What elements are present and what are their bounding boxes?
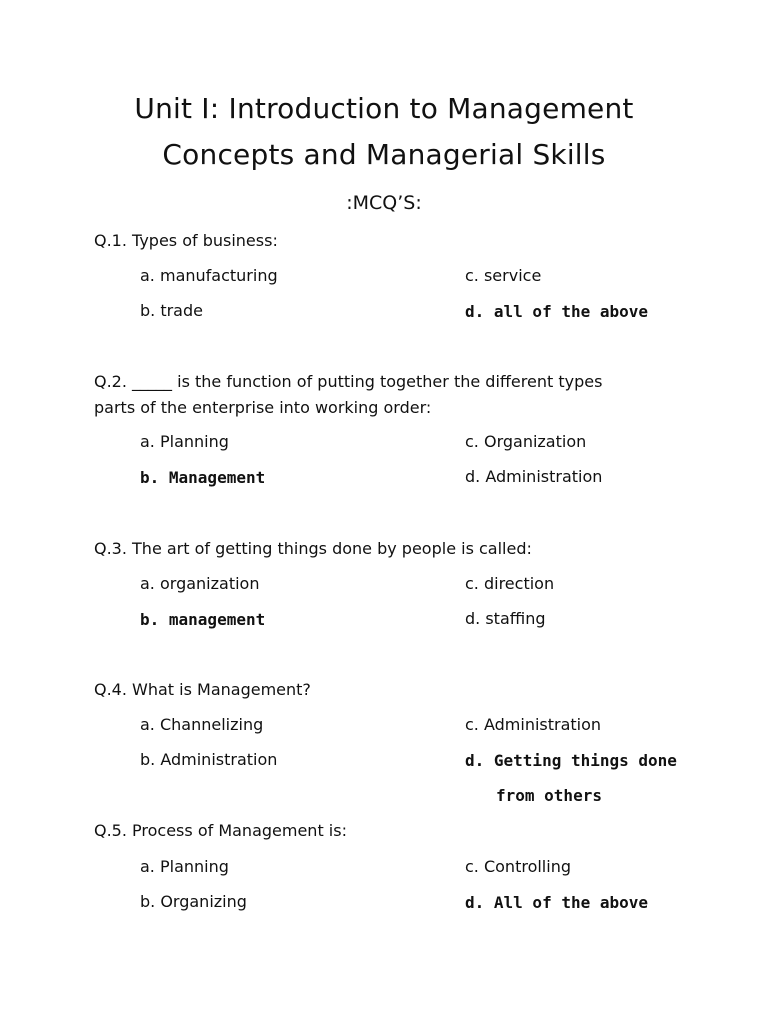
question-5-option-d-answer: d. All of the above [465,893,649,912]
question-3-option-a: a. organization [140,574,260,593]
question-4-option-b: b. Administration [140,750,278,769]
question-4-option-a: a. Channelizing [140,715,264,734]
question-2-text-line-1: Q.2. _____ is the function of putting together the different types [94,372,603,391]
question-4-text: Q.4. What is Management? [94,680,311,699]
question-2-option-a: a. Planning [140,432,229,451]
question-3-option-c: c. direction [465,574,555,593]
question-1-option-b: b. trade [140,301,203,320]
question-2-option-c: c. Organization [465,432,587,451]
question-5-text: Q.5. Process of Management is: [94,821,347,840]
question-4-option-d-answer-line-2: from others [496,786,602,805]
question-2-text-line-2: parts of the enterprise into working order: [94,398,432,417]
question-4-option-c: c. Administration [465,715,602,734]
page-title-line-2: Concepts and Managerial Skills [162,138,606,171]
question-5-option-b: b. Organizing [140,892,247,911]
question-1-option-d-answer: d. all of the above [465,302,649,321]
question-1-text: Q.1. Types of business: [94,231,278,250]
question-3-option-b-answer: b. management [140,610,266,629]
question-2-option-d: d. Administration [465,467,603,486]
question-4-option-d-answer-line-1: d. Getting things done [465,751,677,770]
question-5-option-c: c. Controlling [465,857,571,876]
question-2-option-b-answer: b. Management [140,468,266,487]
section-subtitle: :MCQ’S: [346,192,422,214]
question-1-option-a: a. manufacturing [140,266,278,285]
question-5-option-a: a. Planning [140,857,229,876]
question-3-text: Q.3. The art of getting things done by people is called: [94,539,532,558]
page-title-line-1: Unit I: Introduction to Management [134,92,634,125]
question-3-option-d: d. staffing [465,609,546,628]
question-1-option-c: c. service [465,266,542,285]
